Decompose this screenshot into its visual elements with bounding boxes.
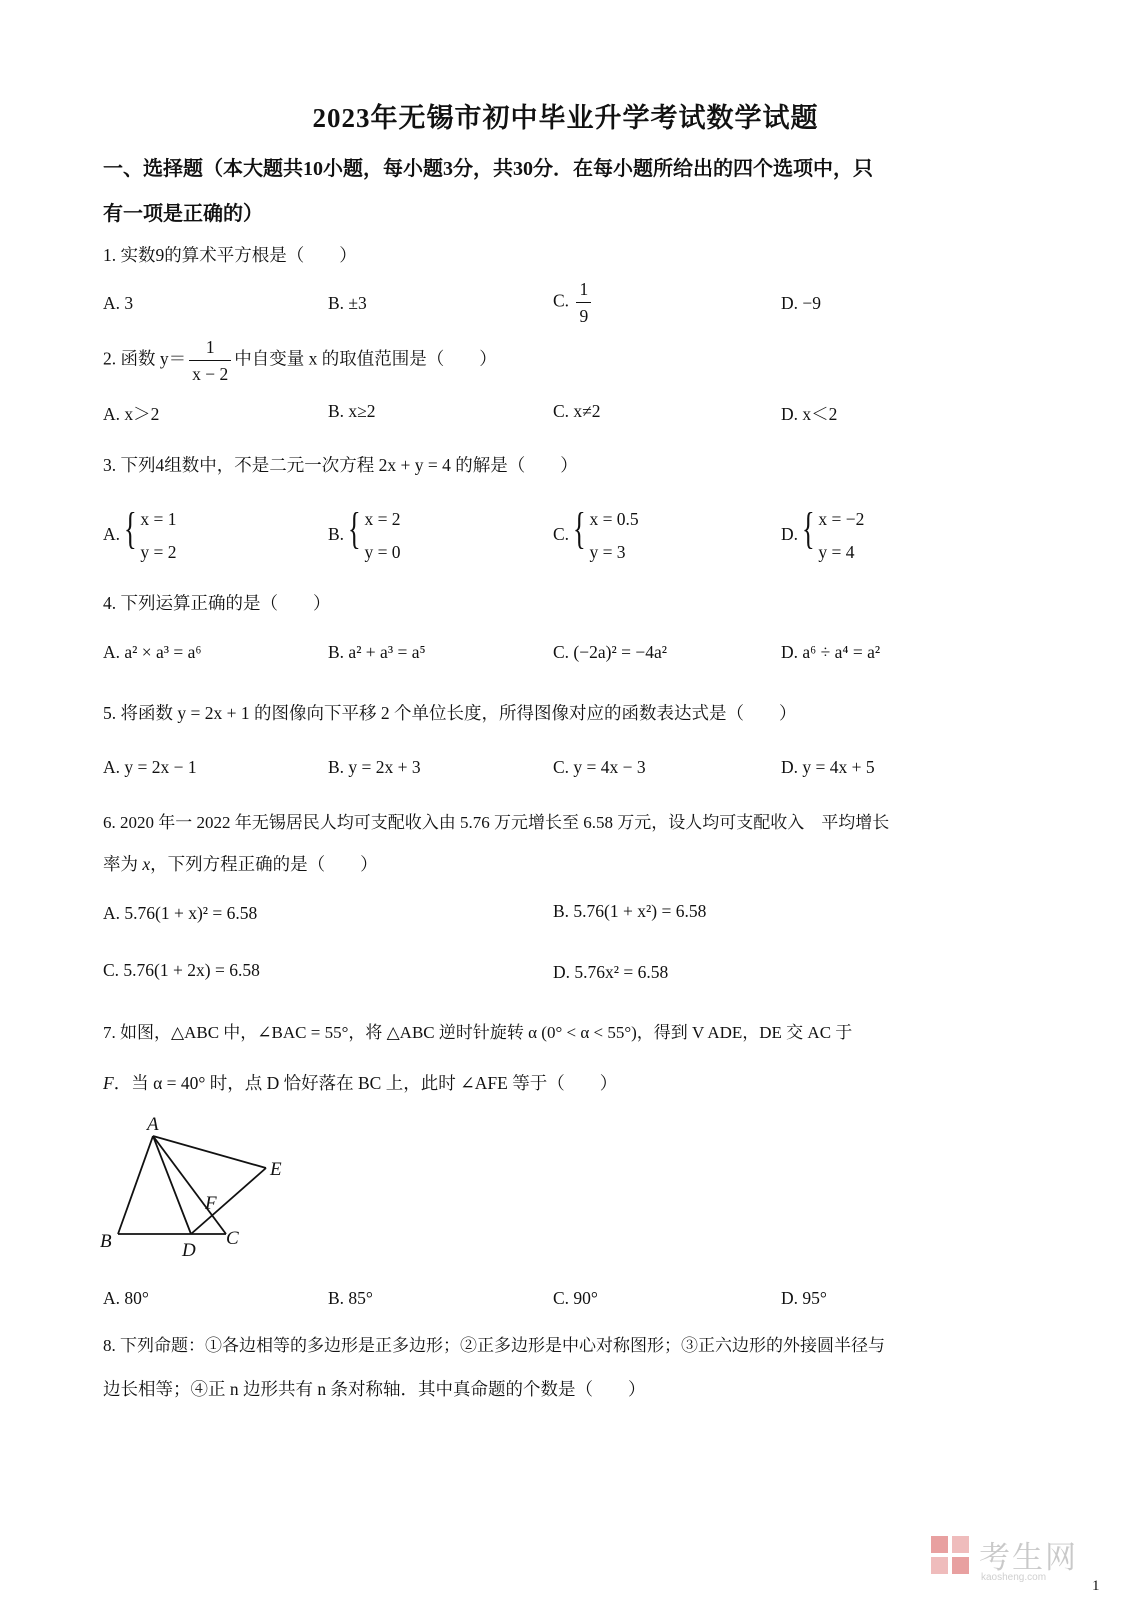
q3-option-c-label: C. xyxy=(553,524,570,545)
q7-option-b: B. 85° xyxy=(328,1288,373,1308)
question-4-stem: 4. 下列运算正确的是（ ） xyxy=(103,593,331,613)
q2-numerator: 1 xyxy=(189,334,231,361)
q5-option-b: B. y = 2x + 3 xyxy=(328,757,421,777)
question-2-stem xyxy=(103,334,497,387)
watermark-text: 考生网 xyxy=(979,1540,1078,1575)
q7-line2-point: F xyxy=(103,1073,114,1093)
q6-option-b: B. 5.76(1 + x²) = 6.58 xyxy=(553,901,707,921)
q3-option-a xyxy=(103,503,177,569)
q1-option-c-numerator: 1 xyxy=(576,276,591,303)
q3-b-eq1: x = 2 xyxy=(364,509,401,529)
q1-option-b: B. ±3 xyxy=(328,293,367,313)
q2-fraction xyxy=(189,334,231,387)
q2-option-b: B. x≥2 xyxy=(328,401,376,421)
watermark xyxy=(929,1534,1079,1588)
q6-line2-variable: x xyxy=(142,854,151,874)
q2-stem-post: 中自变量 x 的取值范围是（ ） xyxy=(234,348,497,369)
q7-line2-post: ．当 α = 40° 时，点 D 恰好落在 BC 上，此时 ∠AFE 等于（ ） xyxy=(113,1073,618,1093)
section-heading-line2: 有一项是正确的） xyxy=(103,203,263,225)
label-f: F xyxy=(205,1193,217,1214)
label-c: C xyxy=(226,1228,239,1249)
q3-c-eq1: x = 0.5 xyxy=(589,509,639,529)
q3-option-a-system xyxy=(124,503,176,569)
q4-option-b: B. a² + a³ = a⁵ xyxy=(328,642,426,662)
q3-d-eq1: x = −2 xyxy=(818,509,865,529)
question-7-line2 xyxy=(103,1070,617,1095)
q4-option-c: C. (−2a)² = −4a² xyxy=(553,642,667,662)
q1-option-c xyxy=(553,276,594,329)
q3-option-b-system xyxy=(348,503,400,569)
q6-option-a: A. 5.76(1 + x)² = 6.58 xyxy=(103,903,258,923)
label-d: D xyxy=(182,1240,196,1261)
question-3-stem: 3. 下列4组数中，不是二元一次方程 2x + y = 4 的解是（ ） xyxy=(103,455,578,475)
segment-ae xyxy=(153,1136,266,1168)
q3-b-eq2: y = 0 xyxy=(364,542,401,562)
q3-c-eq2: y = 3 xyxy=(589,542,626,562)
q5-option-a: A. y = 2x − 1 xyxy=(103,757,197,777)
q4-option-d: D. a⁶ ÷ a⁴ = a² xyxy=(781,642,881,662)
q6-line2-post: ，下列方程正确的是（ ） xyxy=(150,854,378,874)
brace-icon: { xyxy=(348,504,362,553)
page-number: 1 xyxy=(1092,1578,1100,1594)
q4-option-a: A. a² × a³ = a⁶ xyxy=(103,642,202,662)
q5-option-c: C. y = 4x − 3 xyxy=(553,757,646,777)
q1-option-a: A. 3 xyxy=(103,293,134,313)
segment-ad xyxy=(153,1136,191,1234)
section-heading-line1: 一、选择题（本大题共10小题，每小题3分，共30分．在每小题所给出的四个选项中，只 xyxy=(103,158,873,180)
label-e: E xyxy=(270,1159,282,1180)
q1-option-d: D. −9 xyxy=(781,293,822,313)
question-5-stem: 5. 将函数 y = 2x + 1 的图像向下平移 2 个单位长度，所得图像对应的函数表达式是（ ） xyxy=(103,703,797,723)
question-1-stem: 1. 实数9的算术平方根是（ ） xyxy=(103,245,357,265)
q7-option-a: A. 80° xyxy=(103,1288,149,1308)
q3-option-d xyxy=(781,503,864,569)
q7-option-c: C. 90° xyxy=(553,1288,598,1308)
brace-icon: { xyxy=(124,504,138,553)
q3-option-d-label: D. xyxy=(781,524,799,545)
question-7-line1: 7. 如图，△ABC 中，∠BAC = 55°，将 △ABC 逆时针旋转 α (0° < α < 55°)，得到 V ADE，DE 交 AC 于 xyxy=(103,1023,853,1042)
label-a: A xyxy=(147,1114,159,1135)
brace-icon: { xyxy=(802,504,816,553)
segment-ab xyxy=(118,1136,153,1234)
q1-option-c-fraction xyxy=(576,276,591,329)
question-6-line1: 6. 2020 年一 2022 年无锡居民人均可支配收入由 5.76 万元增长至 6.58 万元，设人均可支配收入 平均增长 xyxy=(103,813,890,832)
question-6-line2 xyxy=(103,851,378,876)
q3-a-eq2: y = 2 xyxy=(140,542,177,562)
q3-a-eq1: x = 1 xyxy=(140,509,177,529)
q3-option-b xyxy=(328,503,401,569)
q3-option-a-label: A. xyxy=(103,524,121,545)
q3-option-c-system xyxy=(573,503,638,569)
page-title: 2023年无锡市初中毕业升学考试数学试题 xyxy=(312,103,819,133)
q3-option-d-system xyxy=(802,503,864,569)
question-8-line1: 8. 下列命题：①各边相等的多边形是正多边形；②正多边形是中心对称图形；③正六边形的外接圆半径与 xyxy=(103,1336,885,1355)
brace-icon: { xyxy=(573,504,587,553)
q1-option-c-label: C. xyxy=(553,290,570,311)
triangle-figure xyxy=(90,1108,320,1268)
q2-denominator: x − 2 xyxy=(192,364,229,384)
q2-option-d: D. x＜2 xyxy=(781,404,838,424)
q1-option-c-denominator: 9 xyxy=(579,306,589,326)
question-8-line2: 边长相等；④正 n 边形共有 n 条对称轴．其中真命题的个数是（ ） xyxy=(103,1379,646,1399)
q3-option-c xyxy=(553,503,639,569)
q5-option-d: D. y = 4x + 5 xyxy=(781,757,875,777)
watermark-logo-icon xyxy=(929,1534,971,1584)
label-b: B xyxy=(100,1231,112,1252)
q2-stem-pre: 2. 函数 y＝ xyxy=(103,348,187,369)
watermark-subtext: kaosheng.com xyxy=(981,1572,1047,1583)
q7-option-d: D. 95° xyxy=(781,1288,827,1308)
q3-d-eq2: y = 4 xyxy=(818,542,855,562)
q3-option-b-label: B. xyxy=(328,524,345,545)
q2-option-a: A. x＞2 xyxy=(103,404,160,424)
q6-option-c: C. 5.76(1 + 2x) = 6.58 xyxy=(103,960,260,980)
segment-ac xyxy=(153,1136,226,1234)
q6-line2-pre: 率为 xyxy=(103,854,143,874)
q2-option-c: C. x≠2 xyxy=(553,401,601,421)
q6-option-d: D. 5.76x² = 6.58 xyxy=(553,962,669,982)
